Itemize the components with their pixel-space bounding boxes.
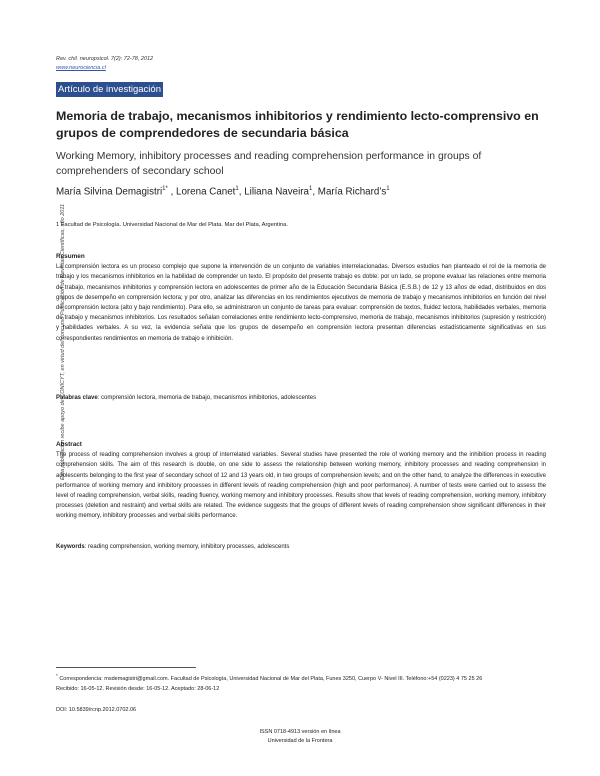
keywords-english	[56, 544, 289, 550]
keywords-english-text: : reading comprehension, working memory, inhibitory processes, adolescents	[84, 544, 290, 550]
funding-side-note: Esta publicación recibe apoyo de CONICYT, en virtud del concurso Publicación de Revistas Científicas, año 2011	[60, 203, 66, 480]
publisher-line: Universidad de la Frontera	[267, 738, 333, 744]
doi: DOI: 10.5839/rcnp.2012.0702.06	[56, 707, 137, 713]
abstract-heading: Abstract	[56, 441, 82, 448]
correspondence-text: Correspondencia: msdemagistri@gmail.com. Facultad de Psicología, Universidad Nacional de Mar del Plata, Funes 3250, Cuerpo V- Nivel III. Teléfono:+54 (0223) 4 75 25 26	[57, 675, 483, 682]
abstract-section	[56, 440, 546, 522]
author-mark: 1	[235, 186, 239, 192]
author-mark: 1	[309, 186, 313, 192]
footnote-divider	[56, 667, 196, 668]
footnotes	[56, 671, 546, 694]
keywords-spanish-text: : comprensión lectora, memoria de trabajo, mecanismos inhibitorios, adolescentes	[97, 395, 317, 401]
journal-header	[56, 55, 153, 73]
issn-line: ISSN 0718-4913 versión en línea	[259, 729, 341, 735]
journal-url-link[interactable]: www.neurociencia.cl	[56, 65, 106, 71]
correspondence-mark: *	[56, 673, 58, 678]
resumen-text: La comprensión lectora es un proceso complejo que supone la intervención de un conjunto de variables interrelacionadas. Diversos estudios han planteado el rol de la memoria de trabajo y los mecanismos inhibitorios en la habilidad de comprender un texto. El propósito del presente trabajo es doble: por un lado, se propone evaluar las relaciones entre memoria de trabajo, mecanismos inhibitorios y comprensión lectora en adolescentes de primer año de la Educación Secundaria Básica (E.S.B.) de 12 y 13 años de edad, distribuidos en dos grupos de desempeño en comprensión lectora; y por otro, analizar las diferencias en los rendimientos ejecutivos de memoria de trabajo y mecanismos inhibitorios en función del nivel de comprensión lectora (alto y bajo rendimiento). Para ello, se administraron un conjunto de tareas para evaluar: comprensión de textos, fluidez lectora, habilidades verbales, memoria de trabajo y mecanismos inhibitorios. Los resultados señalan correlaciones entre rendimiento lecto-comprensivo, memoria de trabajo, mecanismos inhibitorios (supresión y restricción) y habilidades verbales. A su vez, la evidencia señala que los grupos de desempeño en comprensión lectora presentan diferencias estadísticamente significativas en sus correspondientes rendimientos en memoria de trabajo e inhibición.	[56, 264, 546, 342]
author-name: Liliana Naveira	[244, 186, 309, 198]
abstract-text: The process of reading comprehension involves a group of interrelated variables. Several studies have presented the role of working memory and the inhibition process in reading comprehension skills. The aim of this research is double, on one side to assess the relationship between working memory, inhibitory processes and reading comprehension in adolescents belonging to the first year of secondary school of 12 and 13 years old, in two groups of comprehension levels; and on the other hand, to analyze the differences in executive performance of working memory and inhibitory processes in different levels of reading comprehension (high and poor performance). A number of tests were carried out to assess the level of reading comprehension, verbal skills, reading fluency, working memory and inhibitory processes. Results show that levels of reading comprehension, working memory, inhibitory processes (deletion and restraint) and verbal skills are related. The evidence suggests that the groups of different levels of reading comprehension show significant differences in their working memory, inhibitory processes and verbal skills performance.	[56, 452, 546, 520]
author-name: Lorena Canet	[176, 186, 236, 198]
author-mark: 1*	[162, 186, 168, 192]
issn-block	[0, 728, 600, 746]
journal-citation: Rev. chil. neuropsicol. 7(2): 72-78, 2012	[56, 56, 154, 62]
title-english: Working Memory, inhibitory processes and reading comprehension performance in groups of comprehenders of secondary school	[56, 151, 482, 177]
author-list: María Silvina Demagistri$^{1*}$ , Lorena Canet$^1$, Liliana Naveira$^1$, María $Richard’s^1$	[56, 186, 390, 198]
section-tag: Artículo de investigación	[58, 84, 161, 95]
keywords-spanish-label: Palabras clave	[56, 395, 98, 401]
keywords-english-label: Keywords	[56, 544, 85, 550]
title-spanish: Memoria de trabajo, mecanismos inhibitorios y rendimiento lecto-comprensivo en grupos de comprendedores de secundaria básica	[56, 109, 539, 140]
resumen-section	[56, 252, 546, 344]
author-name: María Richard’s	[317, 186, 387, 198]
submission-dates: Recibido: 16-05-12. Revisión desde: 16-05-12. Aceptado: 28-06-12	[56, 685, 220, 692]
author-mark: 1	[386, 186, 390, 192]
resumen-heading: Resumen	[56, 253, 85, 260]
affiliation: 1 Facultad de Psicología. Universidad Nacional de Mar del Plata. Mar del Plata, Argentina.	[56, 222, 289, 228]
keywords-spanish	[56, 395, 316, 401]
correspondence-note	[56, 671, 546, 684]
author-name: María Silvina Demagistri	[56, 186, 163, 198]
